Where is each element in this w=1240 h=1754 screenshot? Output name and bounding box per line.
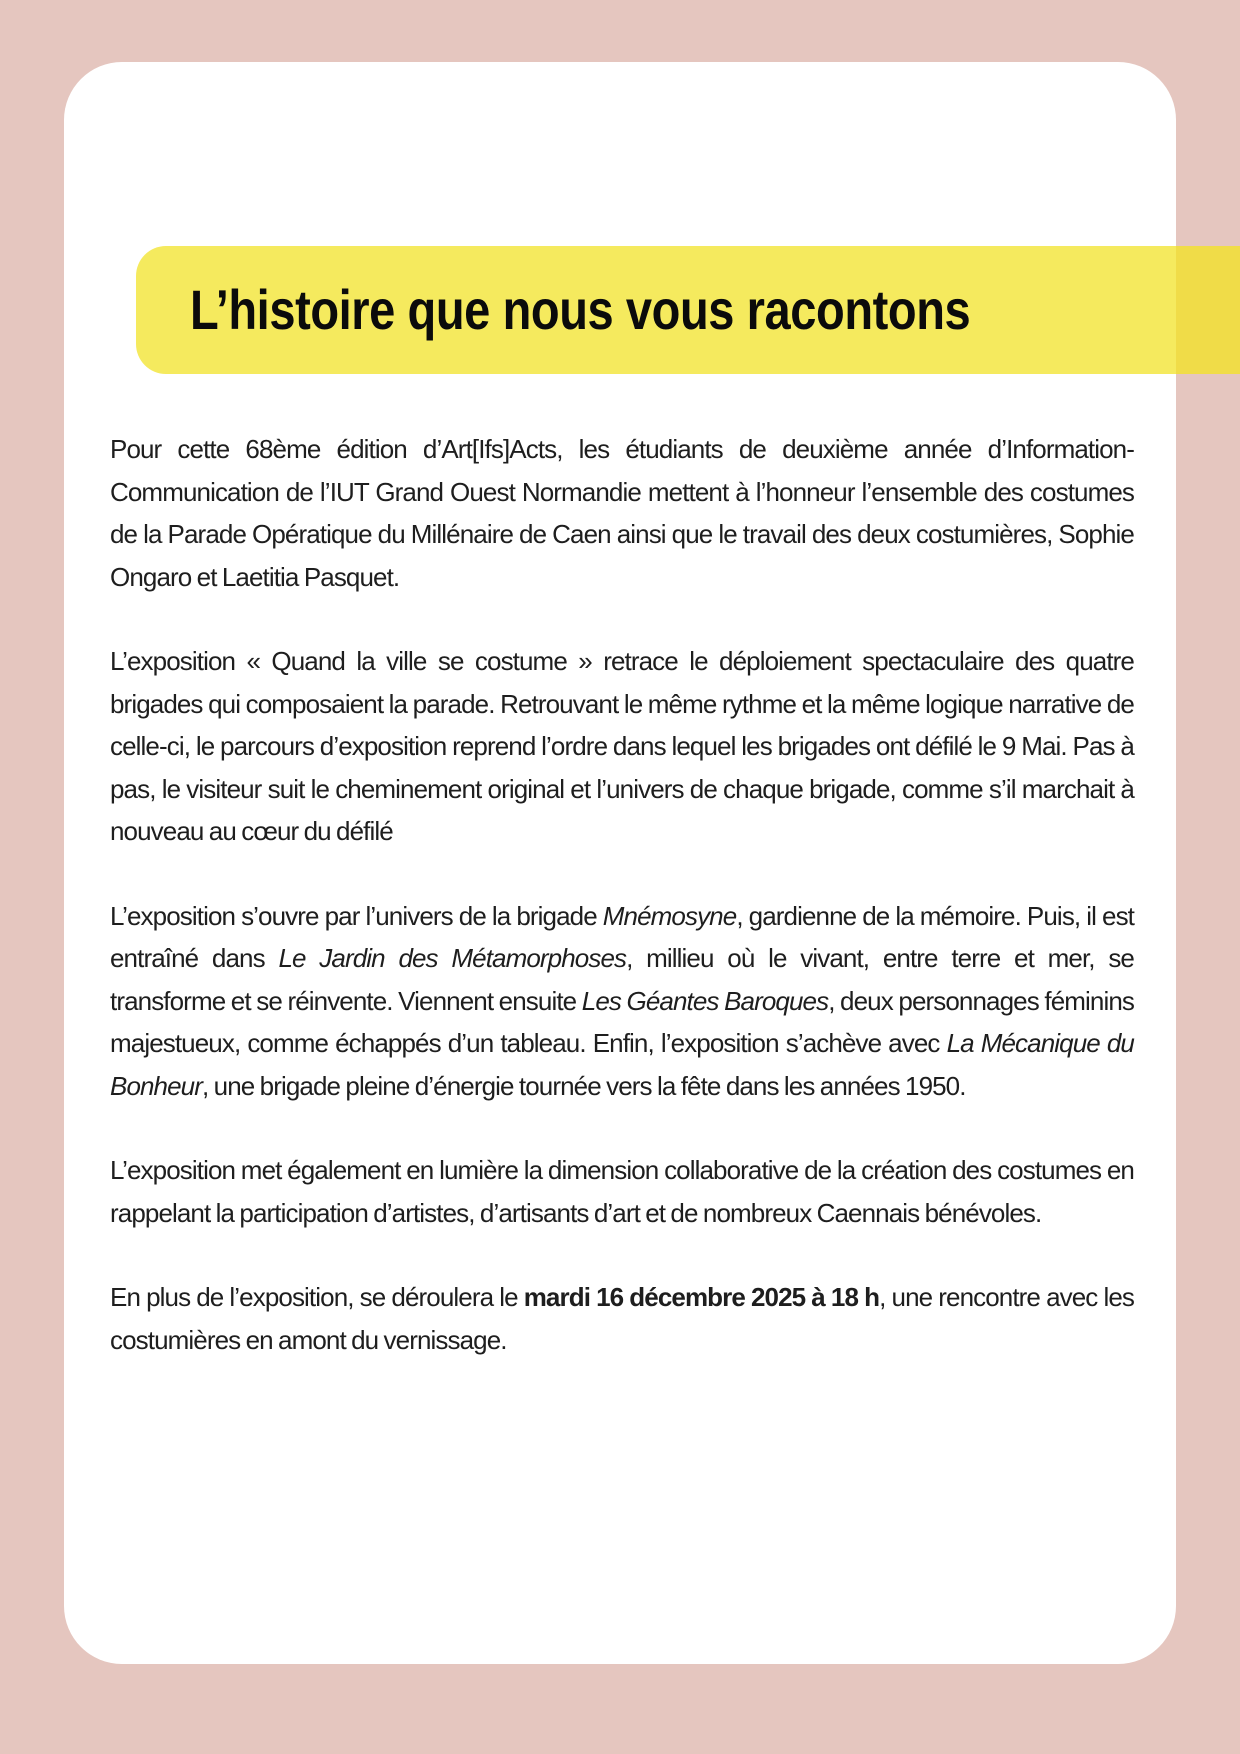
paragraph-intro: Pour cette 68ème édition d’Art[Ifs]Acts, les étudiants de deuxième année d’Information-Communication de l’IUT Grand Ouest Normandie mettent à l’honneur l’ensemble des costumes de la Parade Opératique du Millénaire de Caen ainsi que le travail des deux costumières, Sophie Ongaro et Laetitia Pasquet. xyxy=(110,434,1134,592)
brigade-name-jardin: Le Jardin des Métamorphoses xyxy=(278,943,627,973)
paragraph-brigades xyxy=(110,895,1134,1108)
brigade-name-geantes: Les Géantes Baroques xyxy=(581,985,829,1016)
brigade-name-mecanique: La Mécanique du Bonheur xyxy=(110,1028,1134,1101)
brigade-name-mnemosyne: Mnémosyne xyxy=(602,900,737,931)
text-segment: , deux personnages féminins majestueux, comme échappés d’un tableau. Enfin, l’exposition s’achève avec xyxy=(110,985,1134,1058)
body-text xyxy=(110,428,1134,1361)
event-date: mardi 16 décembre 2025 à 18 h xyxy=(523,1282,880,1312)
paragraph-event xyxy=(110,1276,1134,1361)
paragraph-exhibition: L’exposition « Quand la ville se costume » retrace le déploiement spectaculaire des quatre brigades qui composaient la parade. Retrouvant le même rythme et la même logique narrative de celle-ci, le parcours d’exposition reprend l’ordre dans lequel les brigades ont défilé le 9 Mai. Pas à pas, le visiteur suit le cheminement original et l’univers de chaque brigade, comme s’il marchait à nouveau au cœur du défilé xyxy=(110,646,1134,846)
text-segment: , millieu où le vivant, entre terre et mer, se transforme et se réinvente. Viennent ensuite xyxy=(110,943,1134,1016)
text-segment: , une brigade pleine d’énergie tournée vers la fête dans les années 1950. xyxy=(202,1070,966,1101)
paragraph-collaboration: L’exposition met également en lumière la dimension collaborative de la création des costumes en rappelant la participation d’artistes, d’artisants d’art et de nombreux Caennais bénévoles. xyxy=(110,1155,1134,1228)
title-banner-edge xyxy=(1176,246,1240,374)
page-title: L’histoire que nous vous racontons xyxy=(190,278,971,341)
text-segment: L’exposition s’ouvre par l’univers de la brigade xyxy=(110,900,603,931)
text-segment: , une rencontre avec les costumières en amont du vernissage. xyxy=(110,1282,1134,1355)
text-segment: , gardienne de la mémoire. Puis, il est entraîné dans xyxy=(110,900,1134,973)
text-segment: En plus de l’exposition, se déroulera le xyxy=(110,1282,524,1312)
